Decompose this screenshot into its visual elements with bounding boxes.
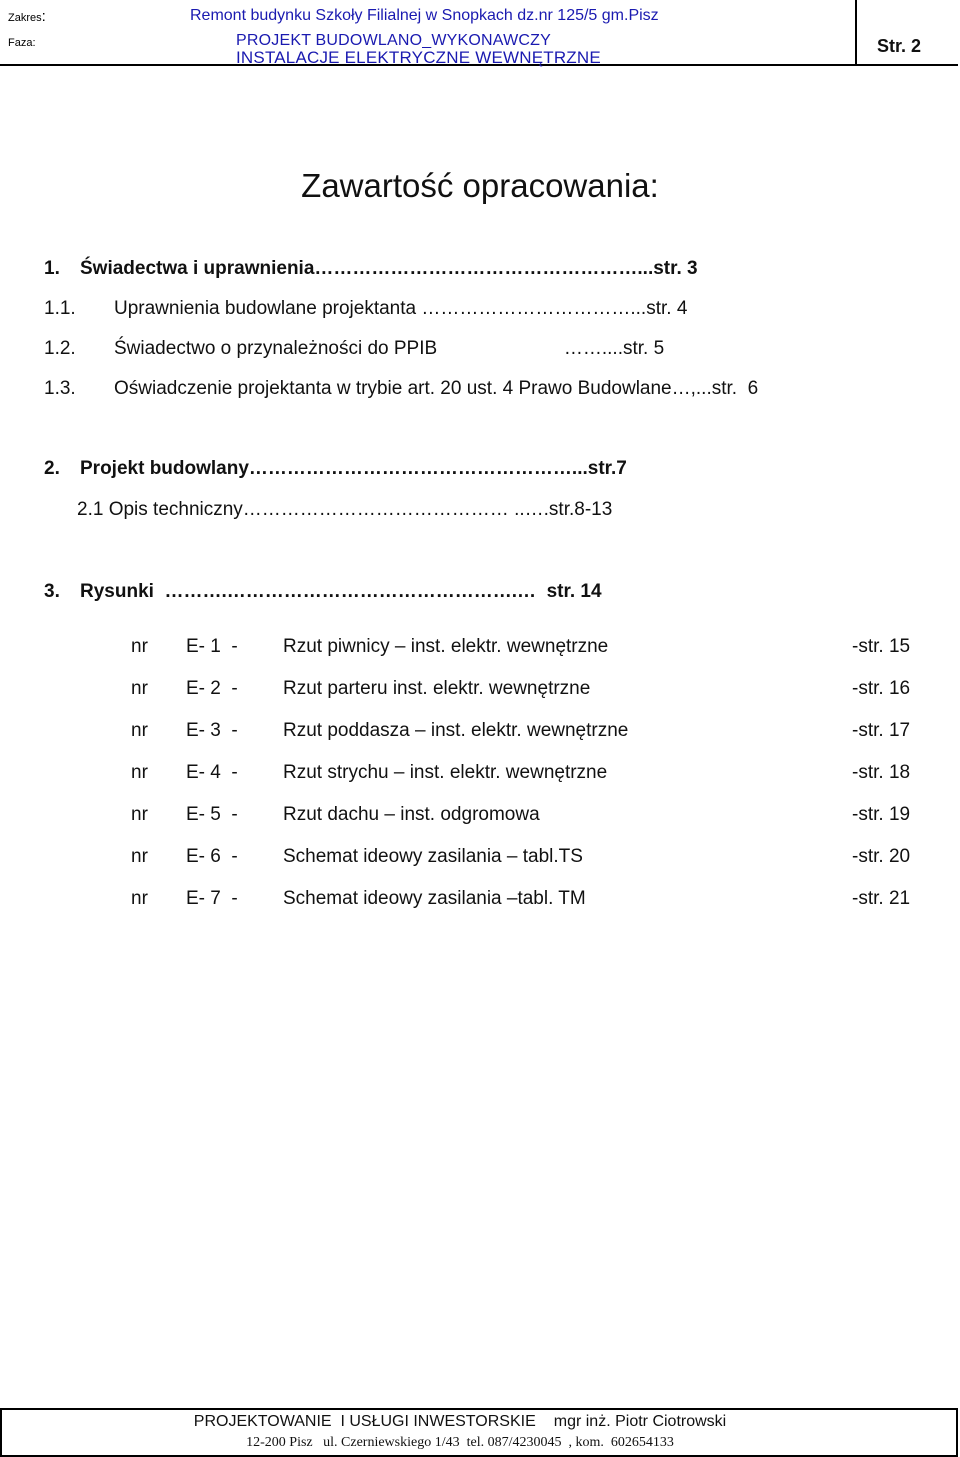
drawing-nr: nr — [131, 846, 148, 867]
drawing-page: -str. 16 — [852, 678, 911, 699]
page-number: Str. 2 — [877, 36, 922, 56]
toc-number: 2. — [44, 458, 60, 479]
drawing-nr: nr — [131, 762, 148, 783]
header-divider — [855, 0, 857, 64]
footer-border-right — [956, 1410, 958, 1457]
page-footer — [0, 1408, 958, 1455]
drawing-row — [131, 804, 931, 830]
drawing-name: Rzut poddasza – inst. elektr. wewnętrzne — [283, 720, 629, 741]
footer-company-line — [0, 1413, 920, 1431]
drawing-nr: nr — [131, 720, 148, 741]
drawing-code: E- 4 - — [186, 762, 238, 783]
drawing-nr: nr — [131, 888, 148, 909]
drawing-row — [131, 636, 931, 662]
toc-section-2 — [44, 458, 627, 480]
scope-value: Remont budynku Szkoły Filialnej w Snopkach dz.nr 125/5 gm.Pisz — [190, 7, 659, 24]
drawing-page: -str. 21 — [852, 888, 911, 909]
toc-text: Projekt budowlany……………………………………………...str.7 — [80, 458, 627, 479]
drawing-page: -str. 15 — [852, 636, 911, 657]
page-header — [0, 0, 958, 66]
toc-section-3 — [44, 581, 602, 603]
drawing-name: Rzut parteru inst. elektr. wewnętrzne — [283, 678, 591, 699]
drawing-name: Schemat ideowy zasilania –tabl. TM — [283, 888, 586, 909]
toc-section-1-2 — [44, 338, 664, 360]
scope-label — [8, 8, 46, 25]
toc-text: Świadectwa i uprawnienia……………………………………………...str. 3 — [80, 258, 698, 279]
footer-address: 12-200 Pisz ul. Czerniewskiego 1/43 tel. 087/4230045 , kom. 602654133 — [246, 1435, 674, 1450]
toc-text: Oświadczenie projektanta w trybie art. 20 ust. 4 Prawo Budowlane…,...str. 6 — [114, 378, 759, 399]
drawing-name: Rzut strychu – inst. elektr. wewnętrzne — [283, 762, 608, 783]
toc-number: 3. — [44, 581, 60, 602]
drawing-name: Rzut dachu – inst. odgromowa — [283, 804, 540, 825]
toc-text: 2.1 Opis techniczny…………………………………… ..….str.8-13 — [77, 499, 613, 520]
phase-line-1: PROJEKT BUDOWLANO_WYKONAWCZY — [236, 32, 551, 49]
toc-section-1-1 — [44, 298, 687, 320]
toc-section-1-3 — [44, 378, 758, 400]
scope-label-text: Zakres — [8, 12, 42, 24]
drawing-nr: nr — [131, 636, 148, 657]
drawing-row — [131, 846, 931, 872]
phase-label: Faza: — [8, 37, 36, 49]
drawing-page: -str. 19 — [852, 804, 911, 825]
toc-section-2-1 — [77, 499, 612, 521]
toc-number: 1.2. — [44, 338, 76, 359]
drawing-code: E- 1 - — [186, 636, 238, 657]
toc-section-1 — [44, 258, 698, 280]
document-title: Zawartość opracowania: — [301, 167, 659, 204]
footer-company: PROJEKTOWANIE I USŁUGI INWESTORSKIE — [193, 1413, 536, 1430]
toc-text: Rysunki ……….……………………………………….… str. 14 — [80, 581, 602, 602]
toc-number: 1.1. — [44, 298, 76, 319]
drawing-code: E- 3 - — [186, 720, 238, 741]
drawing-page: -str. 20 — [852, 846, 911, 867]
drawing-name: Schemat ideowy zasilania – tabl.TS — [283, 846, 583, 867]
drawing-nr: nr — [131, 678, 148, 699]
toc-text: Uprawnienia budowlane projektanta ……………………………...str. 4 — [114, 298, 688, 319]
drawing-page: -str. 18 — [852, 762, 911, 783]
toc-number: 1. — [44, 258, 60, 279]
drawing-row — [131, 678, 931, 704]
toc-number: 1.3. — [44, 378, 76, 399]
scope-label-colon: : — [41, 8, 46, 25]
drawing-row — [131, 762, 931, 788]
drawing-row — [131, 720, 931, 746]
drawing-code: E- 2 - — [186, 678, 238, 699]
drawing-nr: nr — [131, 804, 148, 825]
drawing-page: -str. 17 — [852, 720, 911, 741]
drawing-code: E- 7 - — [186, 888, 238, 909]
footer-person: mgr inż. Piotr Ciotrowski — [553, 1413, 727, 1430]
drawing-name: Rzut piwnicy – inst. elektr. wewnętrzne — [283, 636, 609, 657]
drawing-code: E- 5 - — [186, 804, 238, 825]
toc-text: Świadectwo o przynależności do PPIB ……....str. 5 — [114, 338, 665, 359]
drawing-row — [131, 888, 931, 914]
phase-line-2: INSTALACJE ELEKTRYCZNE WEWNĘTRZNE — [236, 48, 601, 67]
drawing-code: E- 6 - — [186, 846, 238, 867]
